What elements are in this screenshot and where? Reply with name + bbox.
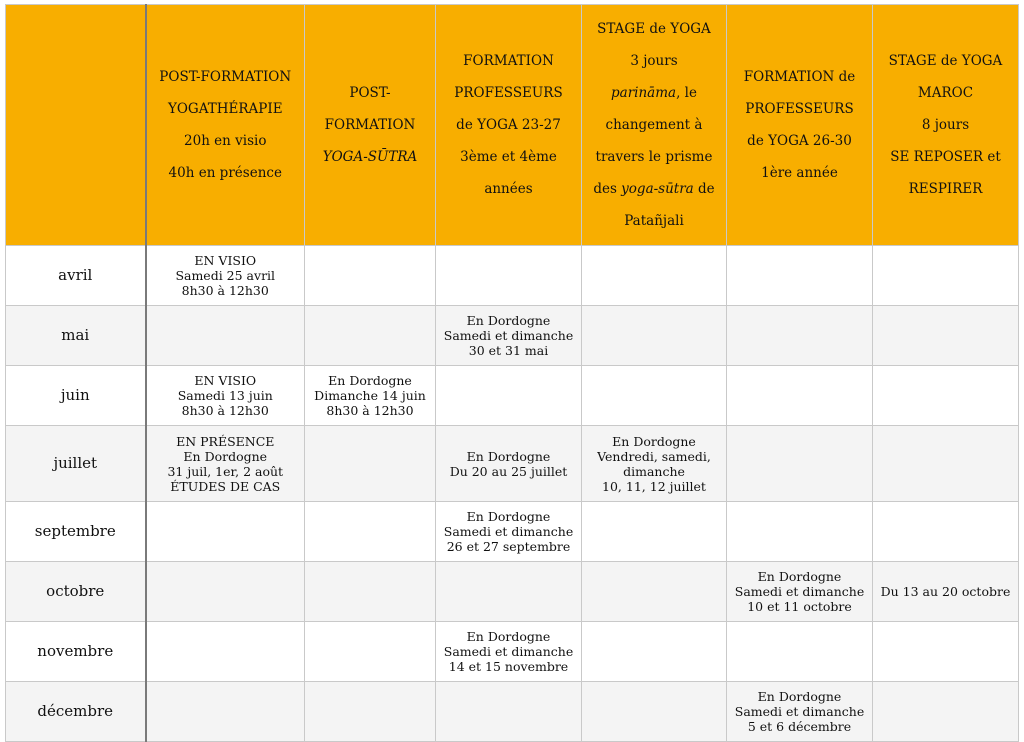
table-cell — [582, 562, 727, 622]
header-line — [308, 149, 432, 165]
table-cell — [873, 682, 1019, 742]
header-text: , le — [676, 85, 697, 101]
header-line: MAROC — [917, 85, 974, 101]
month-label: avril — [6, 246, 146, 306]
table-row — [6, 366, 1019, 426]
table-cell — [305, 306, 436, 366]
header-line: années — [484, 181, 533, 197]
table-row — [6, 562, 1019, 622]
table-row — [6, 426, 1019, 502]
header-line: STAGE de YOGA — [888, 53, 1003, 69]
table-cell — [146, 622, 305, 682]
table-row — [6, 246, 1019, 306]
table-cell — [727, 246, 873, 306]
table-cell: En Dordogne Dimanche 14 juin 8h30 à 12h30 — [305, 366, 436, 426]
table-cell — [582, 366, 727, 426]
table-cell — [727, 366, 873, 426]
header-line: travers le prisme — [595, 149, 713, 165]
table-row — [6, 682, 1019, 742]
header-line: RESPIRER — [908, 181, 983, 197]
header-line: 3 jours — [630, 53, 678, 69]
table-cell — [727, 426, 873, 502]
header-post-formation-yoga-sutra — [305, 5, 436, 246]
table-cell — [727, 622, 873, 682]
table-cell — [305, 502, 436, 562]
table-cell — [436, 246, 582, 306]
month-label: mai — [6, 306, 146, 366]
table-cell: Du 13 au 20 octobre — [873, 562, 1019, 622]
header-corner — [6, 5, 146, 246]
table-cell — [436, 562, 582, 622]
table-cell: En Dordogne Samedi et dimanche 30 et 31 mai — [436, 306, 582, 366]
month-label: décembre — [6, 682, 146, 742]
table-cell — [305, 622, 436, 682]
table-cell — [582, 246, 727, 306]
table-cell — [873, 622, 1019, 682]
table-cell: En Dordogne Samedi et dimanche 10 et 11 octobre — [727, 562, 873, 622]
table-row — [6, 502, 1019, 562]
header-line: POST-FORMATION — [159, 69, 292, 85]
table-cell — [305, 562, 436, 622]
table-cell — [146, 562, 305, 622]
header-stage-yoga-maroc — [873, 5, 1019, 246]
table-cell — [727, 306, 873, 366]
table-row — [6, 622, 1019, 682]
table-cell — [582, 622, 727, 682]
header-line: FORMATION — [324, 117, 416, 133]
table-cell — [436, 682, 582, 742]
month-label: septembre — [6, 502, 146, 562]
table-cell — [305, 426, 436, 502]
table-cell — [305, 246, 436, 306]
header-line: 1ère année — [761, 165, 838, 181]
header-line: STAGE de YOGA — [597, 21, 711, 37]
header-line: Patañjali — [624, 213, 684, 229]
header-italic-text: parināma — [611, 85, 677, 101]
header-italic-text: yoga-sūtra — [621, 181, 694, 197]
header-line: PROFESSEURS — [454, 85, 563, 101]
table-cell: EN VISIO Samedi 13 juin 8h30 à 12h30 — [146, 366, 305, 426]
table-cell — [305, 682, 436, 742]
header-formation-professeurs-26-30 — [727, 5, 873, 246]
header-line: FORMATION — [463, 53, 554, 69]
table-cell: En Dordogne Samedi et dimanche 26 et 27 septembre — [436, 502, 582, 562]
table-cell — [873, 366, 1019, 426]
table-cell: En Dordogne Samedi et dimanche 5 et 6 décembre — [727, 682, 873, 742]
schedule-table — [5, 4, 1019, 742]
header-text: des — [593, 181, 622, 197]
header-line: POST- — [349, 85, 391, 101]
header-line: changement à — [605, 117, 703, 133]
table-cell — [146, 502, 305, 562]
table-cell — [873, 502, 1019, 562]
header-row — [6, 5, 1019, 246]
table-cell — [582, 306, 727, 366]
table-cell — [873, 246, 1019, 306]
header-line — [585, 181, 723, 197]
header-line: SE REPOSER et — [890, 149, 1001, 165]
table-cell: En Dordogne Du 20 au 25 juillet — [436, 426, 582, 502]
table-cell: En Dordogne Vendredi, samedi, dimanche 10, 11, 12 juillet — [582, 426, 727, 502]
table-row — [6, 306, 1019, 366]
month-label: juin — [6, 366, 146, 426]
header-line: 20h en visio — [184, 133, 267, 149]
table-cell — [146, 306, 305, 366]
table-cell — [582, 502, 727, 562]
table-cell — [727, 502, 873, 562]
table-cell — [873, 426, 1019, 502]
header-line — [585, 85, 723, 101]
header-line: FORMATION de — [743, 69, 856, 85]
table-cell — [582, 682, 727, 742]
header-line: YOGATHÉRAPIE — [167, 101, 283, 117]
header-line: de YOGA 26-30 — [747, 133, 852, 149]
header-line: 3ème et 4ème — [460, 149, 557, 165]
table-cell — [873, 306, 1019, 366]
header-line: 40h en présence — [168, 165, 282, 181]
header-formation-professeurs-23-27 — [436, 5, 582, 246]
header-italic-text: YOGA-SŪTRA — [322, 149, 418, 165]
header-stage-yoga-parinama — [582, 5, 727, 246]
table-cell: En Dordogne Samedi et dimanche 14 et 15 novembre — [436, 622, 582, 682]
month-label: juillet — [6, 426, 146, 502]
header-post-formation-yogatherapie — [146, 5, 305, 246]
month-label: novembre — [6, 622, 146, 682]
table-cell — [436, 366, 582, 426]
table-cell: EN PRÉSENCE En Dordogne 31 juil, 1er, 2 août ÉTUDES DE CAS — [146, 426, 305, 502]
header-line: PROFESSEURS — [745, 101, 854, 117]
header-line: de YOGA 23-27 — [456, 117, 561, 133]
table-cell — [146, 682, 305, 742]
month-label: octobre — [6, 562, 146, 622]
table-cell: EN VISIO Samedi 25 avril 8h30 à 12h30 — [146, 246, 305, 306]
header-text: de — [693, 181, 715, 197]
header-line: 8 jours — [921, 117, 970, 133]
